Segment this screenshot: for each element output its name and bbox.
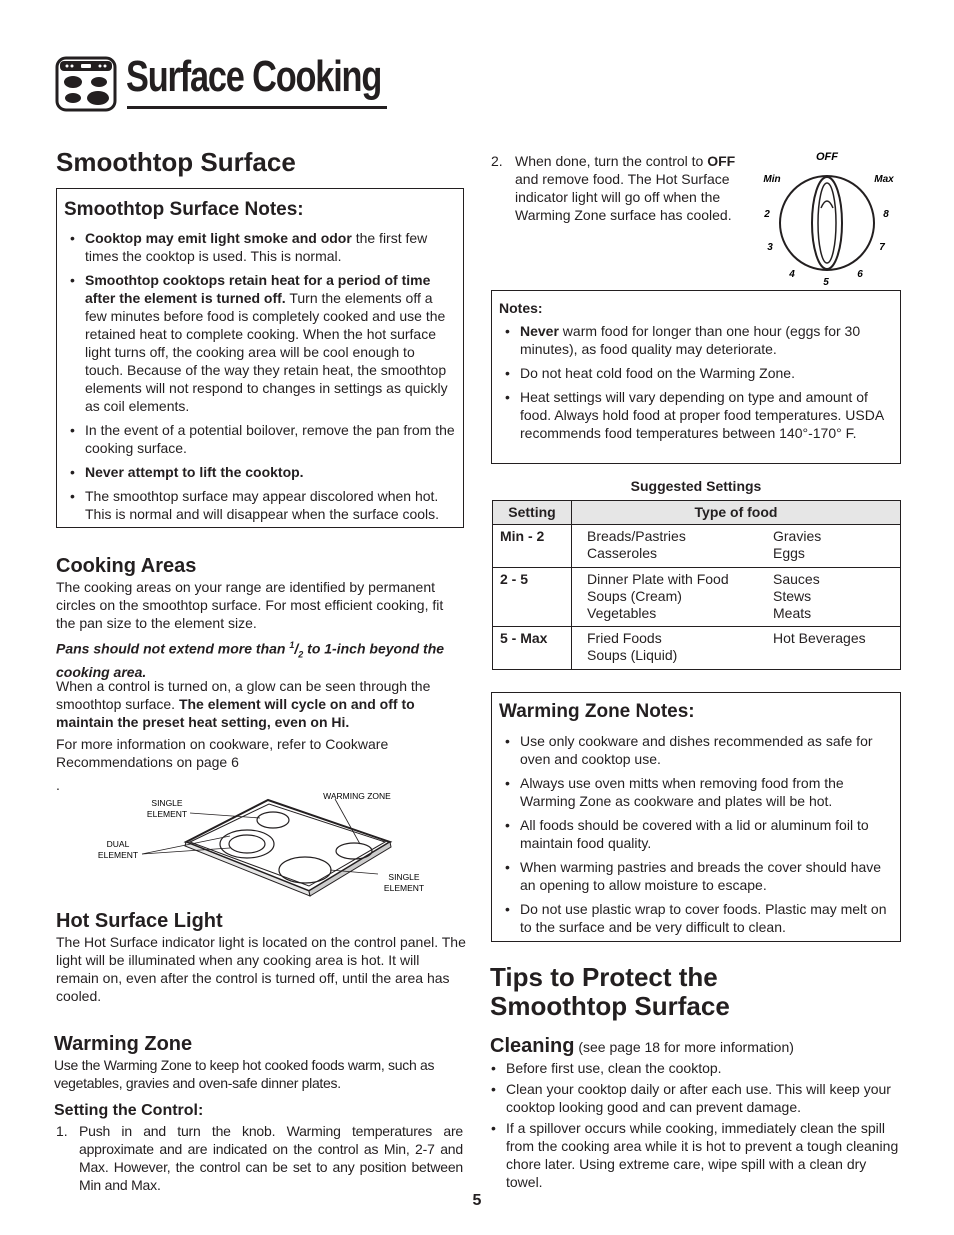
page-number: 5 [472, 1192, 482, 1209]
list-item: • Smoothtop cooktops retain heat for a period of time after the element is turned off. Turn the elements off a few minutes before food is completely cooked and use the retained heat to complete cooking. When the hot surface light turns off, the cooking area will be cool enough to touch. Because of the way they retain heat, the smoothtop elements will not respond to changes in settings as quickly as coil elements. [64, 271, 455, 415]
cooking-areas-p2: Pans should not extend more than $^1/_2$ to 1-inch beyond the cooking area. [56, 640, 445, 681]
title-rule [127, 106, 387, 109]
section-title-smoothtop: Smoothtop Surface [56, 147, 296, 177]
label-single-element-2b: ELEMENT [383, 883, 425, 893]
svg-text:7: 7 [879, 242, 885, 253]
table-header-row [493, 501, 901, 525]
warming-zone-text: Use the Warming Zone to keep hot cooked foods warm, such as vegetables, gravies and oven-safe dinner plates. [54, 1057, 435, 1091]
page-title: Surface Cooking [126, 52, 382, 101]
warming-zone-notes-box [491, 692, 901, 942]
setting-cell: Min - 2 [493, 525, 572, 568]
suggested-settings-table [492, 500, 901, 670]
notes-box-heading: Notes: [499, 300, 543, 316]
label-single-element-1b: ELEMENT [146, 809, 188, 819]
list-item: • Before first use, clean the cooktop. [485, 1059, 899, 1077]
label-warming-zone: WARMING ZONE [323, 791, 391, 801]
warming-control-knob [760, 146, 900, 290]
svg-text:3: 3 [767, 242, 773, 253]
label-dual-element-a: DUAL [106, 839, 130, 849]
cleaning-list [485, 1059, 899, 1197]
hot-surface-heading: Hot Surface Light [56, 910, 223, 932]
list-item: • Never attempt to lift the cooktop. [64, 463, 455, 481]
knob-off-label: OFF [816, 151, 838, 163]
list-item: • All foods should be covered with a lid or aluminum foil to maintain food quality. [499, 816, 894, 852]
cooking-areas-p5: . [56, 777, 60, 793]
list-item: • Use only cookware and dishes recommended as safe for oven and cooktop use. [499, 732, 894, 768]
cooktop-diagram [90, 786, 440, 902]
list-item: • If a spillover occurs while cooking, immediately clean the spill from the cooking area while it is hot to prevent a tough cleaning chore later. Using extreme care, wipe spill with a clean dry towel. [485, 1119, 899, 1191]
list-item: • Clean your cooktop daily or after each use. This will keep your cooktop looking good and can prevent damage. [485, 1080, 899, 1116]
label-single-element-1a: SINGLE [151, 798, 183, 808]
step-2-number: 2. [491, 153, 503, 169]
cleaning-heading: Cleaning (see page 18 for more information) [490, 1035, 794, 1057]
range-icon [55, 56, 117, 112]
col-setting-header: Setting [493, 501, 572, 525]
list-item: • In the event of a potential boilover, remove the pan from the cooking surface. [64, 421, 455, 457]
notes-list [64, 229, 455, 523]
list-item: • Do not heat cold food on the Warming Zone. [499, 364, 892, 382]
list-item: • Cooktop may emit light smoke and odor the first few times the cooktop is used. This is normal. [64, 229, 455, 265]
notes-box-list [499, 322, 892, 442]
cooking-areas-p3: When a control is turned on, a glow can be seen through the smoothtop surface. The element will cycle on and off to maintain the preset heat setting, even on Hi. [56, 678, 431, 730]
setting-cell: 5 - Max [493, 627, 572, 670]
label-single-element-2a: SINGLE [388, 872, 420, 882]
table-caption: Suggested Settings [630, 478, 762, 494]
col-food-header: Type of food [572, 501, 901, 525]
cooking-areas-p4: For more information on cookware, refer to Cookware Recommendations on page 6 [56, 736, 389, 770]
step-1-number: 1. [56, 1123, 68, 1139]
table-row: 5 - Max Fried Foods Soups (Liquid) Hot Beverages [493, 627, 901, 670]
warming-zone-heading: Warming Zone [54, 1033, 193, 1055]
setting-cell: 2 - 5 [493, 568, 572, 627]
hot-surface-text: The Hot Surface indicator light is located on the control panel. The light will be illuminated when any cooking area is hot. It will remain on, even after the control is turned off, until the area has cooled. [56, 934, 466, 1004]
svg-text:6: 6 [857, 269, 863, 280]
list-item: • Heat settings will vary depending on type and amount of food. Always hold food at proper food temperatures. USDA recommends food temperatures between 140°-170° F. [499, 388, 892, 442]
tips-title: Tips to Protect the Smoothtop Surface [490, 962, 730, 1021]
table-row: 2 - 5 Dinner Plate with Food Soups (Cream) Vegetables Sauces Stews Meats [493, 568, 901, 627]
svg-text:8: 8 [883, 209, 889, 220]
cooking-areas-heading: Cooking Areas [56, 555, 197, 577]
list-item: • Do not use plastic wrap to cover foods. Plastic may melt on to the surface and be very difficult to clean. [499, 900, 894, 936]
knob-min-label: Min [763, 174, 781, 185]
step-2-text: When done, turn the control to OFF and remove food. The Hot Surface indicator light will go off when the Warming Zone surface has cooled. [515, 153, 736, 223]
svg-text:2: 2 [764, 209, 770, 220]
knob-max-label: Max [874, 174, 894, 185]
notes-heading: Smoothtop Surface Notes: [64, 199, 304, 220]
setting-control-heading: Setting the Control: [54, 1102, 204, 1119]
label-dual-element-b: ELEMENT [97, 850, 139, 860]
list-item: • The smoothtop surface may appear discolored when hot. This is normal and will disappear when the surface cools. [64, 487, 455, 523]
warming-notes-heading: Warming Zone Notes: [499, 701, 695, 722]
smoothtop-notes-box [56, 188, 464, 528]
notes-box [491, 290, 901, 464]
table-row: Min - 2 Breads/Pastries Casseroles Gravies Eggs [493, 525, 901, 568]
list-item: • Never warm food for longer than one hour (eggs for 30 minutes), as food quality may deteriorate. [499, 322, 892, 358]
warming-notes-list [499, 732, 894, 936]
step-1-text: Push in and turn the knob. Warming temperatures are approximate and are indicated on the control as Min, 2-7 and Max. However, the control can be set to any position between Min and Max. [79, 1123, 463, 1193]
svg-text:5: 5 [823, 277, 829, 288]
svg-text:4: 4 [789, 269, 795, 280]
list-item: • When warming pastries and breads the cover should have an opening to allow moisture to escape. [499, 858, 894, 894]
list-item: • Always use oven mitts when removing food from the Warming Zone as cookware and plates will be hot. [499, 774, 894, 810]
cooking-areas-p1: The cooking areas on your range are identified by permanent circles on the smoothtop surface. For most efficient cooking, fit the pan size to the element size. [56, 579, 444, 631]
